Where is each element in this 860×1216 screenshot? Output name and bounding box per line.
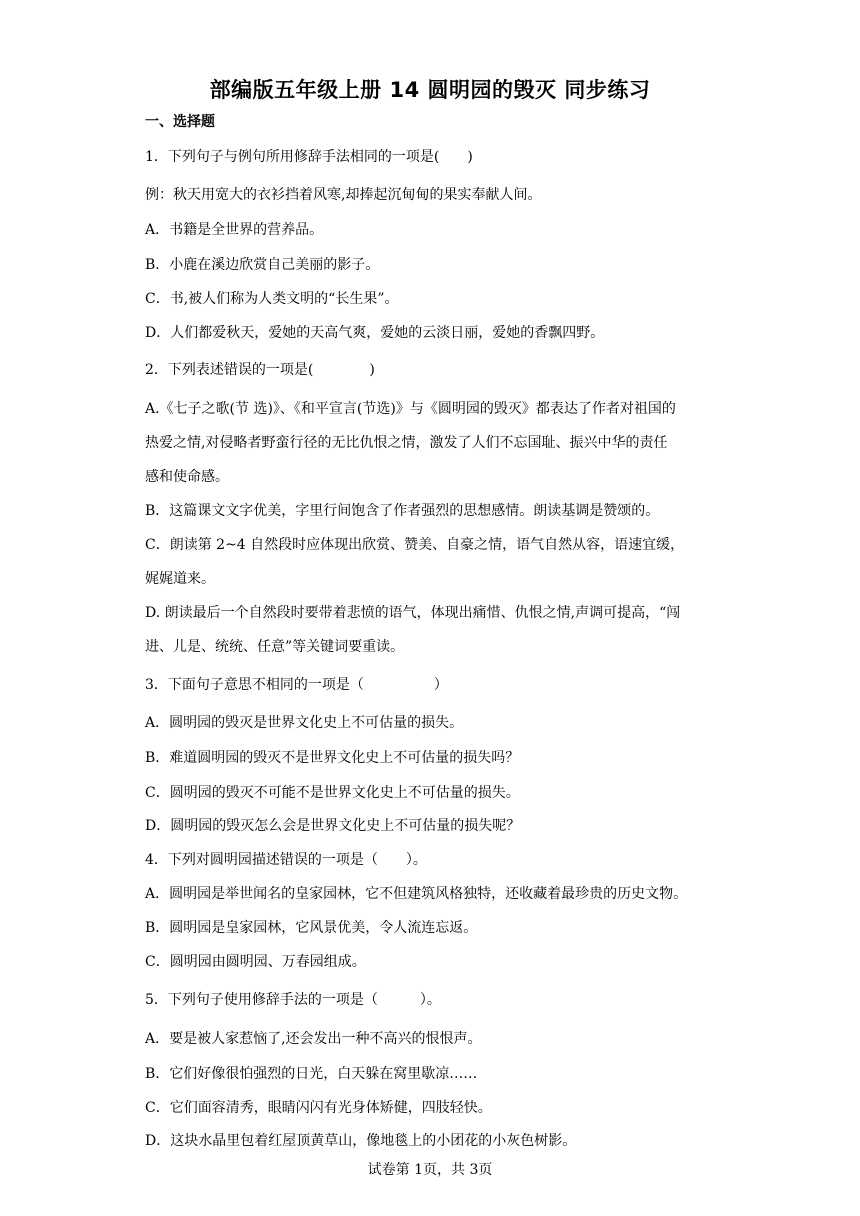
q1-option-a: A．书籍是全世界的营养品。 xyxy=(145,222,324,238)
q2-option-c-cont: 娓娓道来。 xyxy=(145,571,215,587)
q5-option-c: C．它们面容清秀，眼睛闪闪有光身体矫健，四肢轻快。 xyxy=(145,1100,492,1116)
q5-option-d: D．这块水晶里包着红屋顶黄草山，像地毯上的小团花的小灰色树影。 xyxy=(145,1133,577,1149)
question-4: 4．下列对圆明园描述错误的一项是（ ）。 xyxy=(145,852,427,868)
q1-option-c: C．书,被人们称为人类文明的“长生果”。 xyxy=(145,291,399,307)
q2-option-c: C．朗读第 2~4 自然段时应体现出欣赏、赞美、自豪之情，语气自然从容，语速宜缓， xyxy=(145,537,685,553)
q3-option-a: A．圆明园的毁灭是世界文化史上不可估量的损失。 xyxy=(145,715,464,731)
page-footer: 试卷第 1页，共 3页 xyxy=(367,1162,493,1178)
q1-option-b: B．小鹿在溪边欣赏自己美丽的影子。 xyxy=(145,257,380,273)
question-2: 2．下列表述错误的一项是( ) xyxy=(145,362,375,378)
q4-option-c: C．圆明园由圆明园、万春园组成。 xyxy=(145,954,366,970)
example-sentence: 例：秋天用宽大的衣衫挡着风寒,却捧起沉甸甸的果实奉献人间。 xyxy=(145,187,542,203)
q5-option-b: B．它们好像很怕强烈的日光，白天躲在窝里歇凉…… xyxy=(145,1066,478,1082)
q2-option-a-cont: 热爱之情,对侵略者野蛮行径的无比仇恨之情，激发了人们不忘国耻、振兴中华的责任 xyxy=(145,435,668,451)
question-3: 3．下面句子意思不相同的一项是（ ） xyxy=(145,677,448,693)
q3-option-b: B．难道圆明园的毁灭不是世界文化史上不可估量的损失吗？ xyxy=(145,750,520,766)
q1-option-d: D．人们都爱秋天，爱她的天高气爽，爱她的云淡日丽，爱她的香飘四野。 xyxy=(145,325,605,341)
q5-option-a: A．要是被人家惹恼了,还会发出一种不高兴的恨恨声。 xyxy=(145,1031,482,1047)
question-5: 5．下列句子使用修辞手法的一项是（ ）。 xyxy=(145,992,441,1008)
q3-option-d: D．圆明园的毁灭怎么会是世界文化史上不可估量的损失呢？ xyxy=(145,818,521,834)
q2-option-d: D. 朗读最后一个自然段时要带着悲愤的语气，体现出痛惜、仇恨之情,声调可提高，“闯 xyxy=(145,605,681,621)
page-title: 部编版五年级上册 14 圆明园的毁灭 同步练习 xyxy=(209,78,651,102)
q2-option-b: B．这篇课文文字优美，字里行间饱含了作者强烈的思想感情。朗读基调是赞颂的。 xyxy=(145,503,660,519)
question-1: 1．下列句子与例句所用修辞手法相同的一项是( ) xyxy=(145,149,473,165)
section-heading: 一、选择题 xyxy=(145,114,215,130)
q4-option-a: A．圆明园是举世闻名的皇家园林，它不但建筑风格独特，还收藏着最珍贵的历史文物。 xyxy=(145,886,688,902)
q2-option-a-cont: 感和使命感。 xyxy=(145,469,229,485)
q2-option-a: A.《七子之歌(节 选)》、《和平宣言(节选)》与《圆明园的毁灭》都表达了作者对祖国的 xyxy=(145,401,676,417)
q4-option-b: B．圆明园是皇家园林，它风景优美，令人流连忘返。 xyxy=(145,920,478,936)
q3-option-c: C．圆明园的毁灭不可能不是世界文化史上不可估量的损失。 xyxy=(145,785,520,801)
q2-option-d-cont: 进、儿是、统统、任意”等关键词要重读。 xyxy=(145,639,405,655)
